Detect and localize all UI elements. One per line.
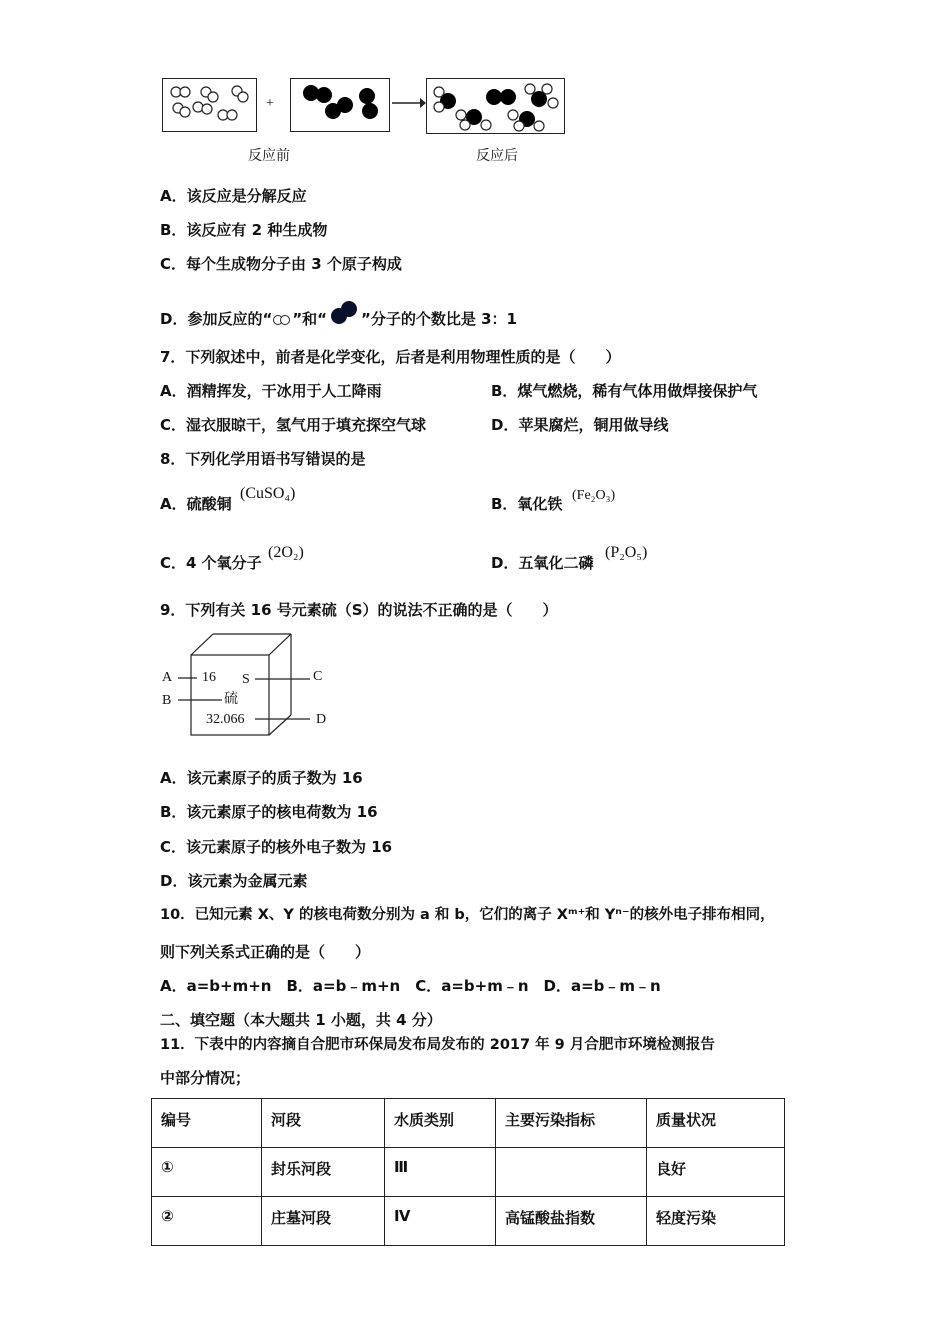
reaction-arrow-icon — [392, 96, 426, 110]
q6-option-b: B．该反应有 2 种生成物 — [160, 221, 328, 239]
product-box — [426, 78, 565, 134]
q8-option-b-label: B．氧化铁 — [491, 495, 563, 513]
section-2-title: 二、填空题（本大题共 1 小题，共 4 分） — [160, 1011, 442, 1029]
atomic-number: 16 — [202, 670, 216, 685]
atomic-mass: 32.066 — [206, 712, 245, 727]
large-molecules-icon — [291, 79, 389, 131]
table-row — [152, 1197, 785, 1246]
q7-option-d: D．苹果腐烂，铜用做导线 — [491, 416, 669, 434]
q9-stem: 9．下列有关 16 号元素硫（S）的说法不正确的是（ ） — [160, 601, 558, 619]
table-cell: 轻度污染 — [647, 1197, 785, 1246]
reactant-box-2 — [290, 78, 390, 132]
q6-d-mid: ”和“ — [292, 310, 328, 328]
header-cell: 质量状况 — [647, 1099, 785, 1148]
q6-option-c: C．每个生成物分子由 3 个原子构成 — [160, 255, 402, 273]
element-cell-diagram — [158, 630, 338, 742]
q9-option-a: A．该元素原子的质子数为 16 — [160, 769, 363, 787]
element-symbol: S — [242, 672, 250, 687]
q8-option-c-label: C．4 个氧分子 — [160, 554, 262, 572]
table-cell: 封乐河段 — [262, 1148, 385, 1197]
q8-option-a-formula: (CuSO₄) — [240, 485, 296, 502]
small-molecules-icon — [163, 79, 256, 131]
water-quality-table — [151, 1098, 785, 1246]
q10-stem-line2: 则下列关系式正确的是（ ） — [160, 943, 371, 961]
q10-stem-line1: 10．已知元素 X、Y 的核电荷数分别为 a 和 b，它们的离子 Xᵐ⁺和 Yⁿ⁻的核外电子排布相同， — [160, 907, 775, 923]
q9-option-b: B．该元素原子的核电荷数为 16 — [160, 803, 378, 821]
header-cell: 水质类别 — [385, 1099, 496, 1148]
q11-stem-line1: 11．下表中的内容摘自合肥市环保局发布局发布的 2017 年 9 月合肥市环境检测报告 — [160, 1037, 715, 1053]
q8-option-a-label: A．硫酸铜 — [160, 495, 232, 513]
q6-option-d — [160, 300, 517, 329]
q6-d-prefix: D．参加反应的“ — [160, 310, 273, 328]
table-cell: 庄墓河段 — [262, 1197, 385, 1246]
q11-stem-line2: 中部分情况； — [160, 1069, 251, 1087]
plus-sign: + — [266, 96, 274, 111]
label-c: C — [313, 669, 323, 684]
q7-stem: 7．下列叙述中，前者是化学变化，后者是利用物理性质的是（ ） — [160, 348, 621, 366]
table-cell: Ⅲ — [385, 1148, 496, 1197]
q7-option-a: A．酒精挥发，干冰用于人工降雨 — [160, 382, 382, 400]
table-row — [152, 1148, 785, 1197]
label-b: B — [162, 693, 172, 708]
table-cell: 良好 — [647, 1148, 785, 1197]
label-a: A — [162, 670, 173, 685]
before-label: 反应前 — [248, 148, 290, 164]
product-molecules-icon — [427, 79, 564, 133]
q7-option-c: C．湿衣服晾干，氢气用于填充探空气球 — [160, 416, 427, 434]
small-molecule-icon — [272, 314, 292, 326]
header-cell: 编号 — [152, 1099, 262, 1148]
q7-option-b: B．煤气燃烧，稀有气体用做焊接保护气 — [491, 382, 758, 400]
q10-options: A．a=b+m+n B．a=b﹣m+n C．a=b+m﹣n D．a=b﹣m﹣n — [160, 977, 661, 995]
table-cell: ① — [152, 1148, 262, 1197]
header-cell: 河段 — [262, 1099, 385, 1148]
table-cell — [496, 1148, 647, 1197]
table-cell: Ⅳ — [385, 1197, 496, 1246]
header-cell: 主要污染指标 — [496, 1099, 647, 1148]
q8-option-d-formula: (P₂O₅) — [605, 544, 648, 561]
reactant-box-1 — [162, 78, 257, 132]
q8-option-d-label: D．五氧化二磷 — [491, 554, 594, 572]
q6-d-suffix: ”分子的个数比是 3：1 — [361, 310, 517, 328]
q9-option-d: D．该元素为金属元素 — [160, 872, 308, 890]
table-header-row — [152, 1099, 785, 1148]
table-cell: ② — [152, 1197, 262, 1246]
q9-option-c: C．该元素原子的核外电子数为 16 — [160, 838, 393, 856]
q8-option-c-formula: (2O₂) — [268, 544, 304, 561]
q8-stem: 8．下列化学用语书写错误的是 — [160, 450, 366, 468]
table-cell: 高锰酸盐指数 — [496, 1197, 647, 1246]
element-name: 硫 — [224, 691, 238, 707]
large-molecule-icon — [327, 300, 361, 326]
q6-option-a: A．该反应是分解反应 — [160, 187, 307, 205]
after-label: 反应后 — [476, 148, 518, 164]
label-d: D — [316, 712, 327, 727]
q8-option-b-formula: (Fe₂O₃) — [572, 488, 616, 503]
